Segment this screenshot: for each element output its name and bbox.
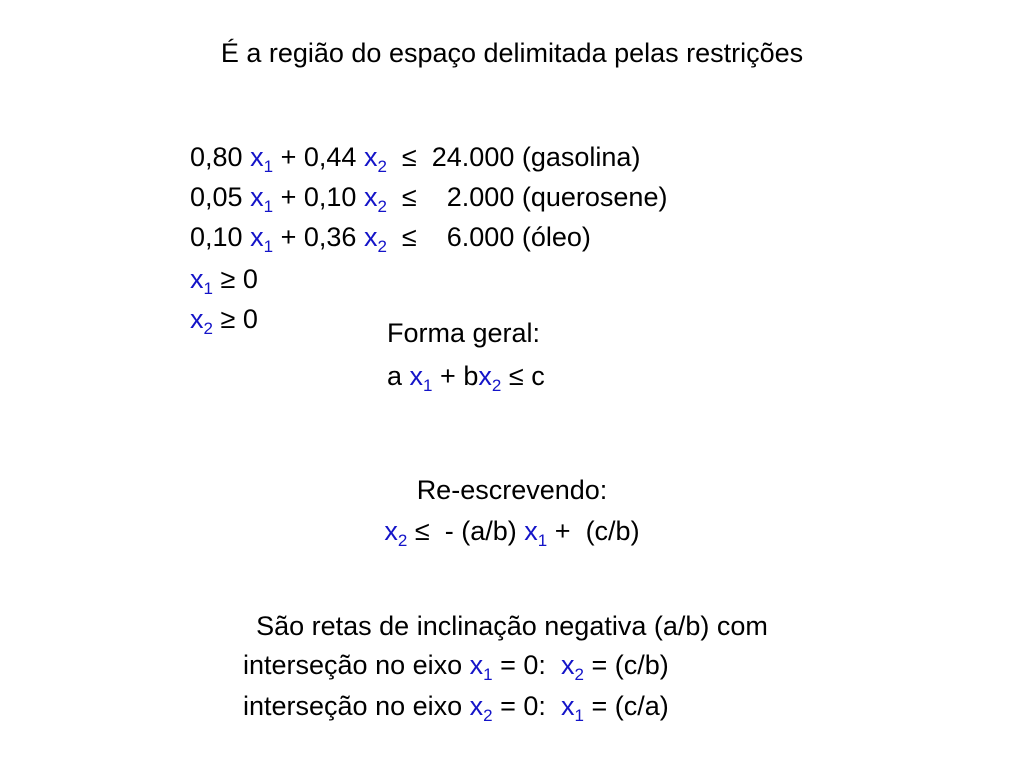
variable: $x_2$ xyxy=(384,516,408,550)
general-heading: Forma geral: xyxy=(387,318,541,348)
coefficient: 0,05 xyxy=(190,182,243,212)
operator: + xyxy=(280,182,297,212)
variable: $x_2$ xyxy=(469,691,493,725)
relation: ≤ xyxy=(401,222,417,252)
variable: $x_2$ xyxy=(363,142,387,176)
constraint-oleo xyxy=(190,221,591,256)
operator: + xyxy=(280,222,297,252)
rhs-value: 0 xyxy=(242,264,258,294)
rhs-value: 24.000 xyxy=(431,142,515,172)
nonneg-x2 xyxy=(190,303,258,338)
variable: $x_1$ xyxy=(250,182,274,216)
variable: $x_2$ xyxy=(478,361,502,395)
summary-line: São retas de inclinação negativa (a/b) com xyxy=(256,611,768,641)
rhs-value: 2.000 xyxy=(446,182,515,212)
rhs-value: 6.000 xyxy=(446,222,515,252)
variable: $x_1$ xyxy=(469,650,493,684)
variable: $x_1$ xyxy=(250,142,274,176)
intersection-x1: interseção no eixo $x_1 = 0$: $x_2 = (c/b)$ xyxy=(243,650,669,684)
coefficient: 0,80 xyxy=(190,142,243,172)
rewrite-formula: $x_2$ ≤ - (a/b) $x_1 + (c/b)$ xyxy=(384,516,640,550)
constraint-label: (óleo) xyxy=(521,222,591,252)
operator: + xyxy=(280,142,297,172)
coefficient: 0,44 xyxy=(303,142,357,172)
intersection-x2: interseção no eixo $x_2 = 0$: $x_1 = (c/a)$ xyxy=(243,691,669,725)
relation: ≤ xyxy=(401,182,417,212)
constraint-gasolina xyxy=(190,141,641,176)
coefficient: 0,36 xyxy=(303,222,357,252)
rewrite-heading: Re-escrevendo: xyxy=(416,475,608,505)
variable: $x_2$ xyxy=(190,304,213,338)
relation: ≤ xyxy=(401,142,417,172)
variable: $x_1$ xyxy=(560,691,584,725)
variable: $x_2$ xyxy=(560,650,584,684)
rhs-value: 0 xyxy=(242,304,258,334)
constraint-label: (gasolina) xyxy=(521,142,641,172)
coefficient: 0,10 xyxy=(190,222,243,252)
variable: $x_1$ xyxy=(190,264,213,298)
variable: $x_1$ xyxy=(524,516,548,550)
nonneg-x1 xyxy=(190,263,258,298)
variable: $x_1$ xyxy=(250,222,274,256)
constraint-label: (querosene) xyxy=(521,182,668,212)
variable: $x_1$ xyxy=(409,361,433,395)
constraint-querosene xyxy=(190,181,668,216)
variable: $x_2$ xyxy=(363,182,387,216)
page-title: É a região do espaço delimitada pelas restrições xyxy=(220,38,804,68)
relation: ≥ xyxy=(220,304,236,334)
relation: ≥ xyxy=(220,264,236,294)
variable: $x_2$ xyxy=(363,222,387,256)
coefficient: 0,10 xyxy=(303,182,357,212)
general-formula: a $x_1 + bx_2 \le c$ xyxy=(387,361,545,395)
